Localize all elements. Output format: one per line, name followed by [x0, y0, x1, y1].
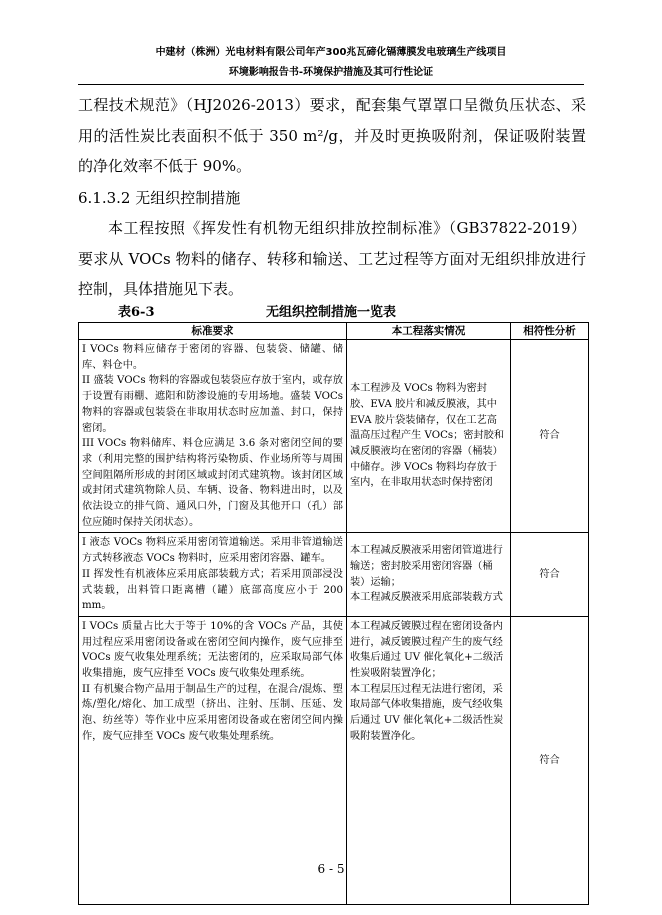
- control-measures-table: [78, 322, 589, 905]
- requirement-item: I 液态 VOCs 物料应采用密闭管道输送。采用非管道输送方式转移液态 VOCs 物料时，应采用密闭容器、罐车。: [82, 537, 343, 565]
- paragraph-adsorption-requirement: 工程技术规范》（HJ2026-2013）要求，配套集气罩罩口呈微负压状态、采用的活性炭比表面积不低于 350 m²/g，并及时更换吸附剂，保证吸附装置的净化效率不低于 90%。: [78, 96, 586, 175]
- implementation-item: 本工程减反镀膜过程在密闭设备内进行，减反镀膜过程产生的废气经收集后通过 UV 催化氧化+二级活性炭吸附装置净化；: [350, 620, 504, 680]
- header-standard-requirement: 标准要求: [79, 323, 347, 340]
- table-row: [79, 340, 589, 533]
- requirement-item: I VOCs 物料应储存于密闭的容器、包装袋、储罐、储库、料仓中。: [82, 344, 343, 371]
- requirement-cell: [79, 340, 347, 533]
- implementation-clip: [350, 619, 507, 902]
- conformity-cell: 符合: [511, 340, 589, 533]
- requirement-cell: [79, 533, 347, 617]
- requirement-item: II 有机聚合物产品用于制品生产的过程，在混合/混炼、塑炼/塑化/熔化、加工成型（挤出、注射、压制、压延、发泡、纺丝等）等作业中应采用密闭设备或在密闭空间内操作，废气应排至 VOCs 废气收集处理系统。: [82, 683, 343, 742]
- header-project-title: 中建材（株洲）光电材料有限公司年产300兆瓦碲化镉薄膜发电玻璃生产线项目: [155, 47, 507, 58]
- implementation-item: 本工程层压过程无法进行密闭，采取局部气体收集措施，废气经收集后通过 UV 催化氧化+二级活性炭吸附装置净化。: [350, 683, 504, 742]
- requirement-item: II 盛装 VOCs 物料的容器或包装袋应存放于室内，或存放于设置有雨棚、遮阳和防渗设施的专用场地。盛装 VOCs 物料的容器或包装袋在非取用状态时应加盖、封口，保持密闭。: [82, 375, 343, 434]
- implementation-item: 本工程减反膜液采用密闭管道进行输送；密封胶采用密闭容器（桶装）运输；: [350, 545, 503, 588]
- header-conformity: 相符性分析: [511, 323, 589, 340]
- implementation-item: 本工程涉及 VOCs 物料为密封胶、EVA 胶片和减反膜液，其中 EVA 胶片袋装储存，仅在工艺高温高压过程产生 VOCs；密封胶和减反膜液均在密闭的容器（桶装）中储存。涉 VOCs 物料均存放于室内，在非取用状态时保持密闭: [350, 383, 505, 489]
- conformity-cell: 符合: [511, 616, 589, 904]
- implementation-cell: [347, 340, 511, 533]
- implementation-cell: [347, 533, 511, 617]
- requirement-item: III VOCs 物料储库、料仓应满足 3.6 条对密闭空间的要求（利用完整的围护结构将污染物质、作业场所等与周围空间阻隔所形成的封闭区域或封闭式建筑物。该封闭区域或封闭式建筑物除人员、车辆、设备、物料进出时，以及依法设立的排气筒、通风口外，门窗及其他开口（孔）部位应随时保持关闭状态）。: [82, 438, 343, 528]
- header-chapter-title: 环境影响报告书-环境保护措施及其可行性论证: [228, 67, 434, 78]
- table-header-row: [79, 323, 589, 340]
- page-number: 6 - 5: [317, 862, 345, 876]
- implementation-item: 本工程减反膜液采用底部装载方式: [350, 592, 503, 604]
- requirement-item: II 挥发性有机液体应采用底部装载方式；若采用顶部浸没式装载，出料管口距离槽（罐）底部高度应小于 200 mm。: [82, 568, 343, 612]
- table-number: 表6-3: [118, 305, 155, 320]
- header-implementation: 本工程落实情况: [347, 323, 511, 340]
- requirement-clip: [82, 619, 343, 902]
- requirement-item: I VOCs 质量占比大于等于 10%的含 VOCs 产品，其使用过程应采用密闭设备或在密闭空间内操作，废气应排至 VOCs 废气收集处理系统；无法密闭的，应采取局部气体收集措施，废气应排至 VOCs 废气收集处理系统。: [82, 620, 343, 680]
- section-heading: 6.1.3.2 无组织控制措施: [78, 189, 241, 207]
- table-title: 无组织控制措施一览表: [265, 305, 396, 320]
- paragraph-fugitive-control: 本工程按照《挥发性有机物无组织排放控制标准》（GB37822-2019）要求从 VOCs 物料的储存、转移和输送、工艺过程等方面对无组织排放进行控制，具体措施见下表。: [78, 219, 586, 298]
- header-divider: [78, 84, 584, 85]
- table-row: [79, 533, 589, 617]
- conformity-cell: 符合: [511, 533, 589, 617]
